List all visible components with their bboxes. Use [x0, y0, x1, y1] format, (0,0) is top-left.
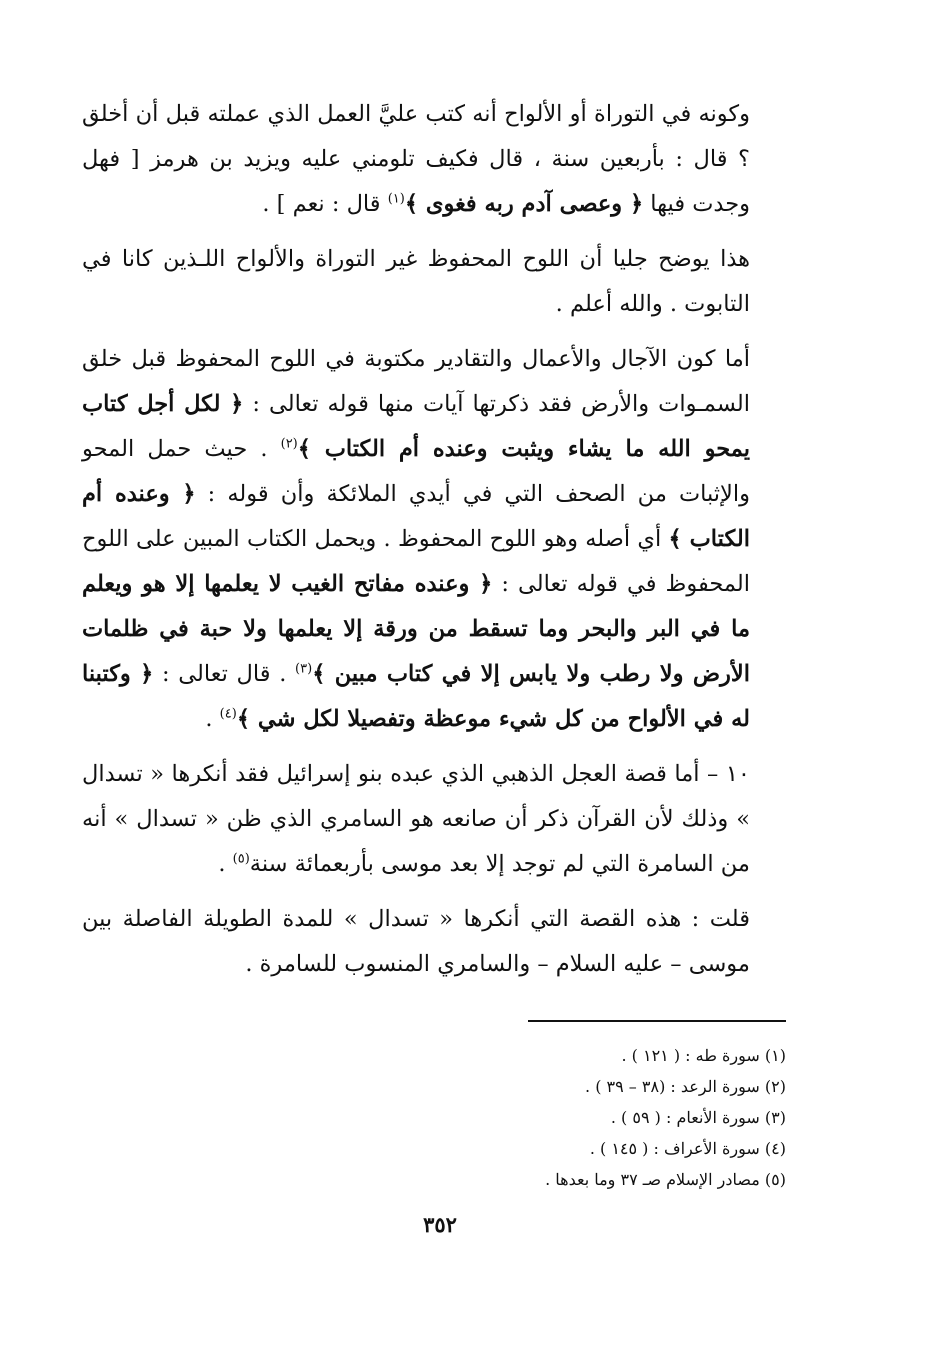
footnote-1: (١) سورة طه : ( ١٢١ ) . [621, 1046, 786, 1065]
paragraph-1 [82, 92, 782, 227]
paragraph-2 [82, 237, 782, 327]
footnote-ref: (٣) [295, 661, 313, 677]
text-span: . [205, 706, 220, 732]
footnote-ref: (١) [387, 191, 405, 207]
paragraph-3 [82, 337, 782, 742]
text-span: وكونه في التوراة أو الألواح أنه كتب عليَّ العمل الذي عملته قبل أن أخلق ؟ قال : بأربعين سنة ، قال فكيف تلومني عليه ويزيد بن هرمز [ فهل وجدت فيها [82, 101, 750, 217]
quran-quote: ﴿ وعصى آدم ربه فغوى ﴾ [404, 191, 644, 217]
footnote-ref: (٤) [219, 706, 237, 722]
footnote-5: (٥) مصادر الإسلام صـ ٣٧ وما بعدها . [545, 1170, 786, 1189]
page-number: ٣٥٢ [423, 1212, 457, 1237]
text-span: قلت : هذه القصة التي أنكرها « تسدال » للمدة الطويلة الفاصلة بين موسى – عليه السلام – والسامري المنسوب للسامرة . [82, 906, 750, 977]
quran-quote: ﴿ لكل أجل كتاب يمحو الله ما يشاء ويثبت وعنده أم الكتاب ﴾ [82, 391, 750, 462]
main-text [82, 92, 782, 987]
quran-quote: ﴿ وعنده مفاتح الغيب لا يعلمها إلا هو ويعلم ما في البر والبحر وما تسقط من ورقة إلا يعلمها ولا حبة في ظلمات الأرض ولا رطب ولا يابس إلا في كتاب مبين ﴾ [82, 571, 750, 687]
quran-quote: ﴿ وكتبنا له في الألواح من كل شيء موعظة وتفصيلا لكل شي ﴾ [82, 661, 750, 732]
text-span: . حيث حمل المحو والإثبات من الصحف التي في أيدي الملائكة وأن قوله : [82, 436, 750, 507]
text-span: أما كون الآجال والأعمال والتقادير مكتوبة في اللوح المحفوظ قبل خلق السمـوات والأرض فقد ذكرتها آيات منها قوله تعالى : [82, 346, 750, 417]
footnote-3: (٣) سورة الأنعام : ( ٥٩ ) . [610, 1108, 786, 1127]
paragraph-4 [82, 752, 782, 887]
paragraph-5 [82, 897, 782, 987]
text-span: . قال تعالى : [153, 661, 296, 687]
text-span: قال : نعم ] . [262, 191, 388, 217]
text-span: هذا يوضح جليا أن اللوح المحفوظ غير التوراة والألواح اللـذين كانا في التابوت . والله أعلم . [82, 246, 750, 317]
text-span: ١٠ – أما قصة العجل الذهبي الذي عبده بنو إسرائيل فقد أنكرها « تسدال » وذلك لأن القرآن ذكر أن صانعه هو السامري الذي ظن « تسدال » أنه من السامرة التي لم توجد إلا بعد موسى بأربعمائة سنة [82, 761, 750, 877]
quran-quote: ﴿ وعنده أم الكتاب ﴾ [82, 481, 750, 552]
text-span: . [218, 851, 233, 877]
footnote-ref: (٥) [232, 851, 250, 867]
footnote-divider [528, 1020, 786, 1022]
footnote-4: (٤) سورة الأعراف : ( ١٤٥ ) . [589, 1139, 786, 1158]
footnote-2: (٢) سورة الرعد : (٣٨ – ٣٩ ) . [585, 1077, 786, 1096]
footnote-ref: (٢) [280, 436, 298, 452]
footnotes [545, 1040, 786, 1195]
text-span: أي أصله وهو اللوح المحفوظ . ويحمل الكتاب المبين على اللوح المحفوظ في قوله تعالى : [82, 526, 750, 597]
